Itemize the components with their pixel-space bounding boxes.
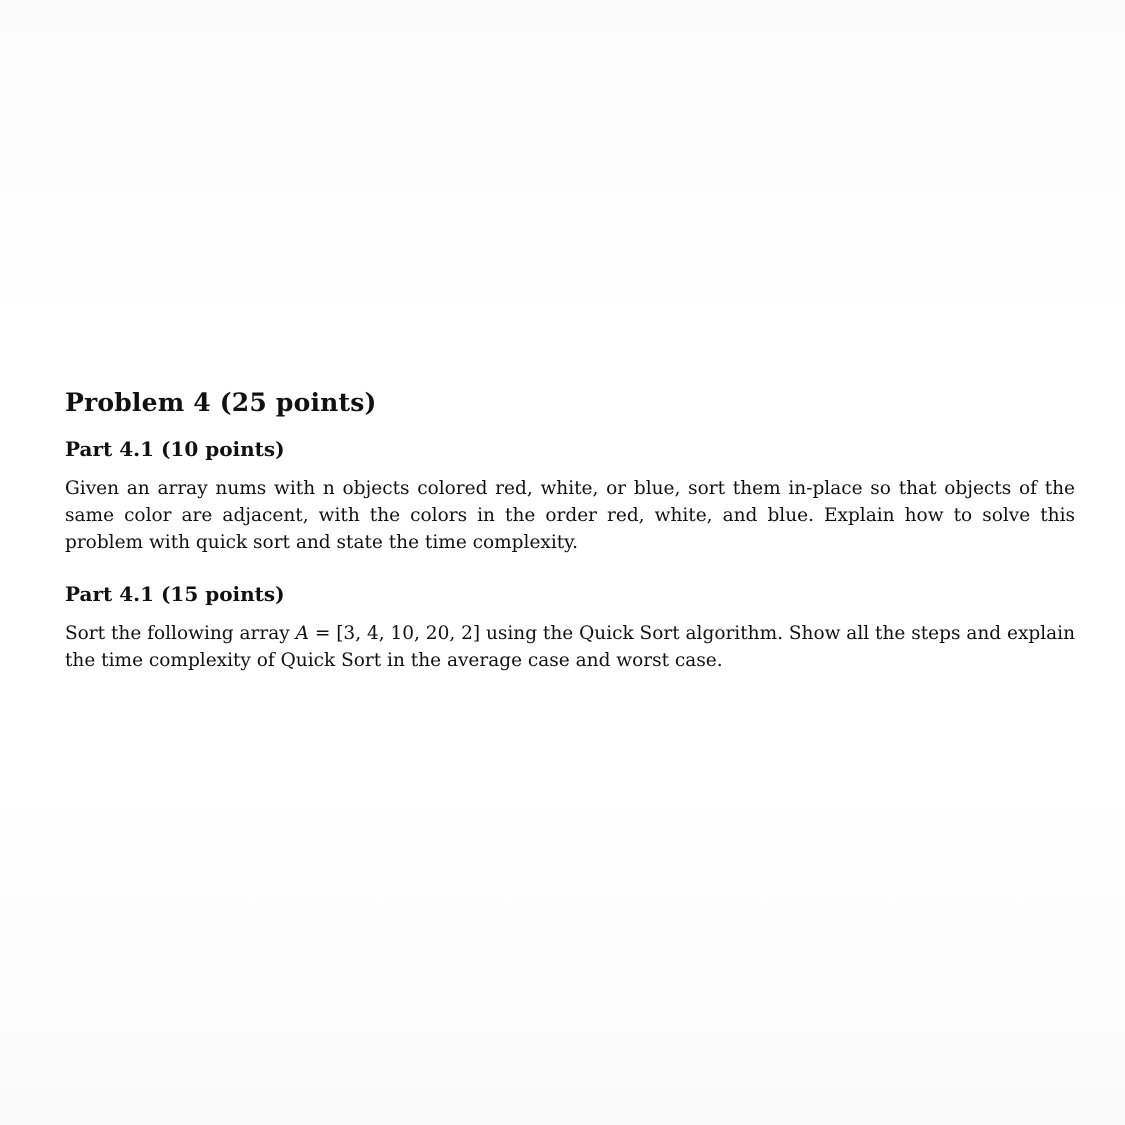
- array-variable: A: [295, 623, 309, 644]
- part-2-title: Part 4.1 (15 points): [65, 582, 285, 606]
- part-1-title: Part 4.1 (10 points): [65, 437, 285, 461]
- part-2-text-eq: = [3, 4, 10, 20, 2] using the Quick Sort algorithm. Show all the steps and explain the time complexity of Quick Sort in the average case and worst case.: [65, 623, 1075, 671]
- problem-section: [65, 388, 1075, 700]
- part-1-text: Given an array nums with n objects colored red, white, or blue, sort them in-place so that objects of the same color are adjacent, with the colors in the order red, white, and blue. Explain how to solve this problem with quick sort and state the time complexity.: [65, 478, 1075, 553]
- part-2-text: [65, 620, 1075, 674]
- problem-title: Problem 4 (25 points): [65, 388, 377, 417]
- part-2-text-before: Sort the following array: [65, 623, 296, 644]
